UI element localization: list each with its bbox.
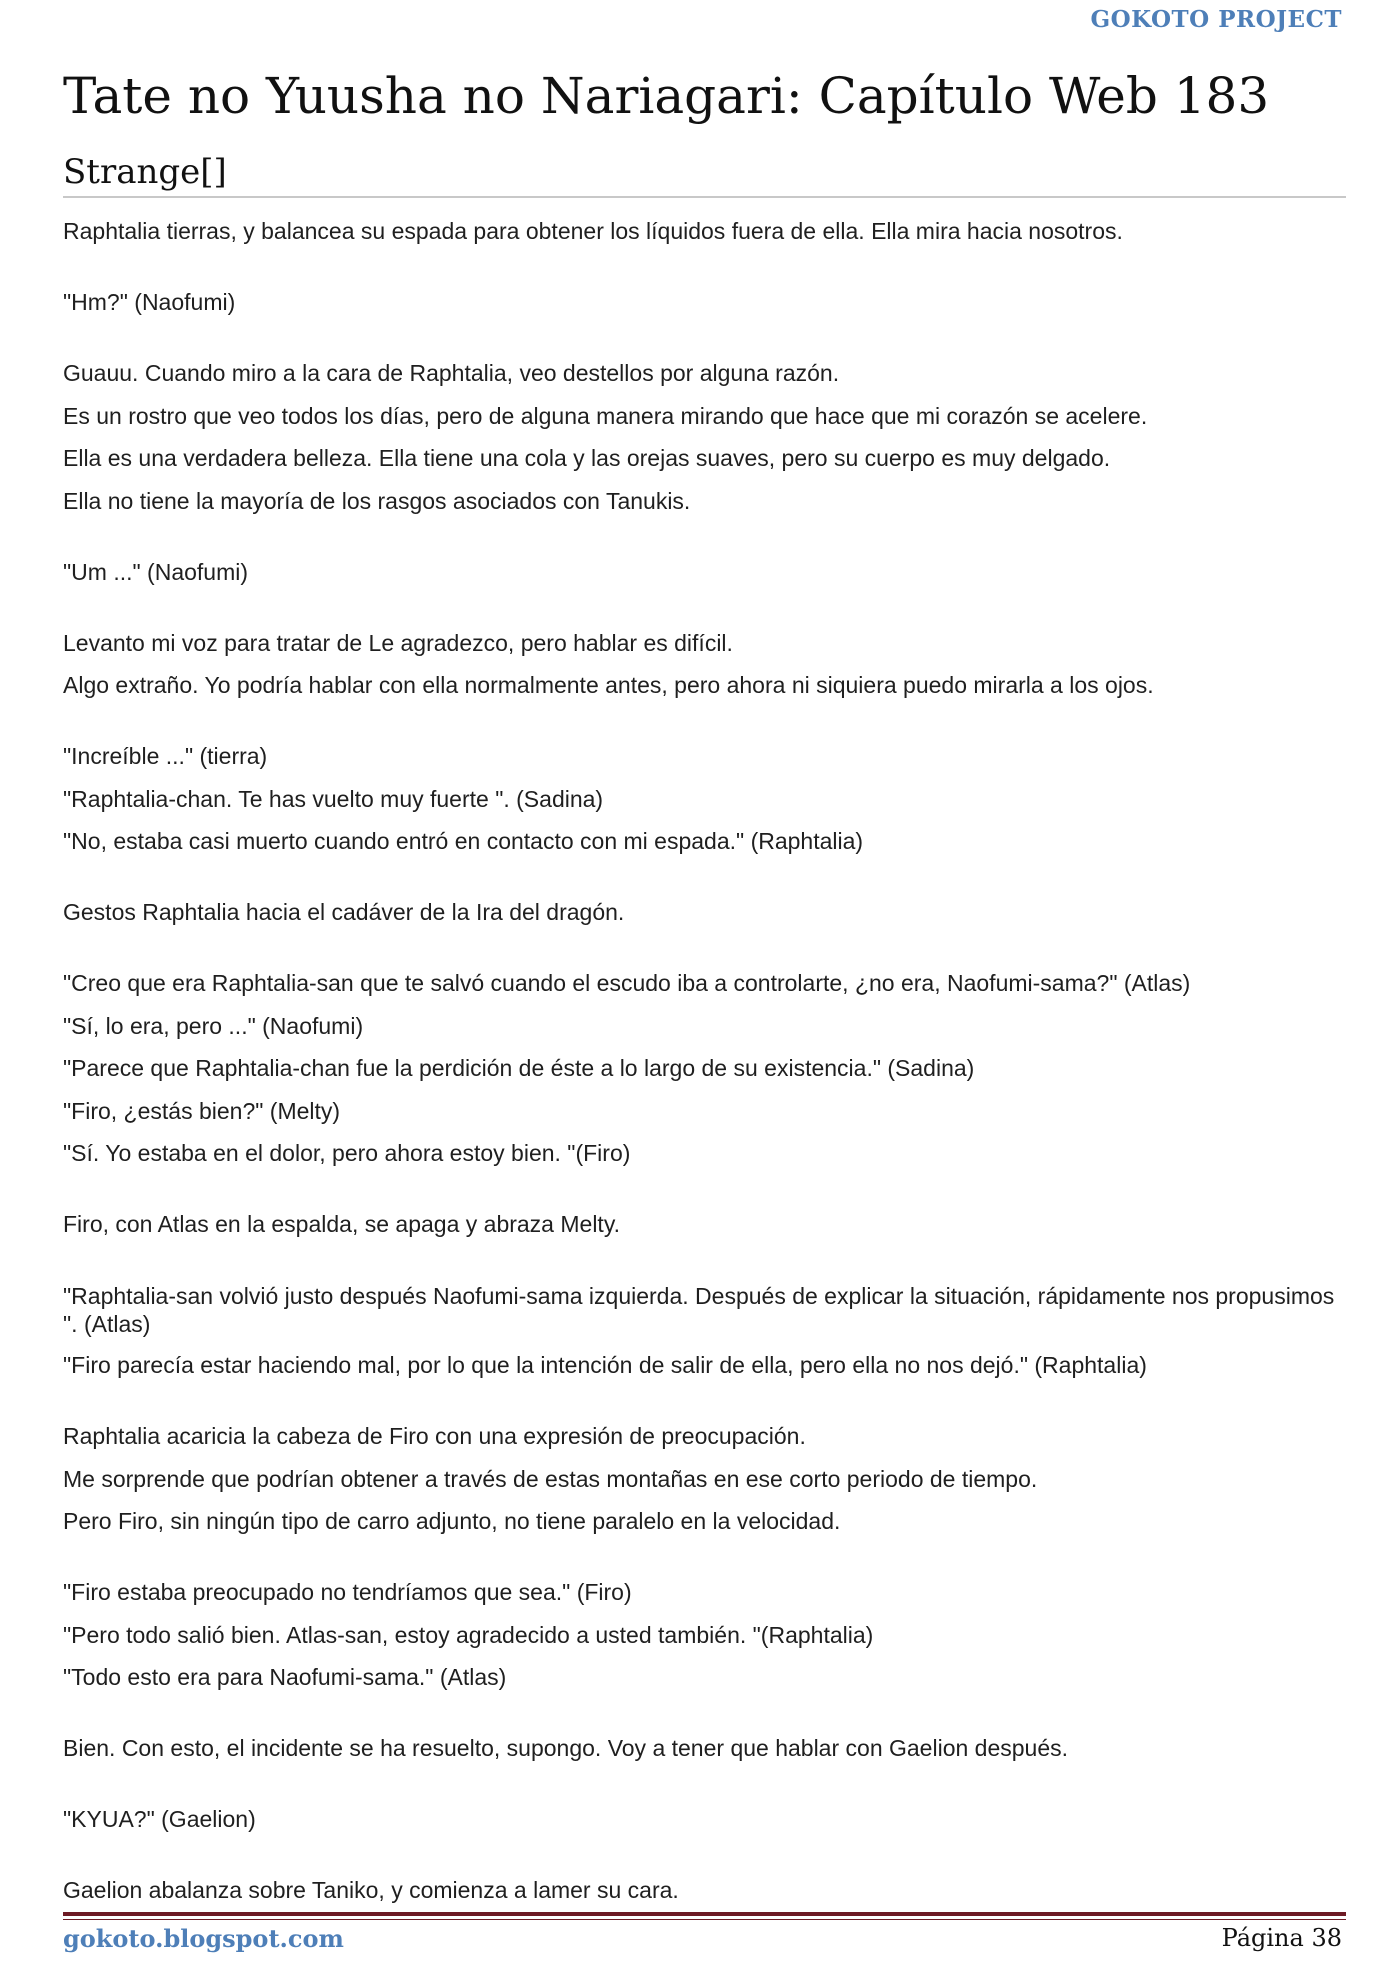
paragraph-line: Es un rostro que veo todos los días, pero de alguna manera mirando que hace que mi corazón se acelere. — [63, 402, 1148, 429]
paragraph-gap — [63, 593, 1346, 622]
dialogue-line: "Hm?" (Naofumi) — [63, 289, 236, 315]
paragraph-gap — [63, 522, 1346, 551]
paragraph-line: Bien. Con esto, el incidente se ha resuelto, supongo. Voy a tener que hablar con Gaelion después. — [63, 1735, 1069, 1761]
paragraph-line: Firo, con Atlas en la espalda, se apaga y abraza Melty. — [63, 1211, 620, 1237]
dialogue-line: "Raphtalia-san volvió justo después Naofumi-sama izquierda. Después de explicar la situación, rápidamente nos propusimos ". (Atlas) — [63, 1283, 1335, 1337]
dialogue-line: "Increíble ..." (tierra) — [63, 743, 268, 769]
paragraph-gap — [63, 707, 1346, 736]
paragraph-gap — [63, 1699, 1346, 1728]
dialogue-line: "Sí, lo era, pero ..." (Naofumi) — [63, 1012, 364, 1039]
paragraph-line: Gestos Raphtalia hacia el cadáver de la Ira del dragón. — [63, 899, 625, 925]
dialogue-line: "Raphtalia-chan. Te has vuelto muy fuerte ". (Sadina) — [63, 785, 604, 812]
dialogue-line: "Todo esto era para Naofumi-sama." (Atlas) — [63, 1664, 507, 1690]
paragraph-line: Algo extraño. Yo podría hablar con ella normalmente antes, pero ahora ni siquiera puedo mirarla a los ojos. — [63, 672, 1154, 698]
paragraph-line: Pero Firo, sin ningún tipo de carro adjunto, no tiene paralelo en la velocidad. — [63, 1508, 841, 1534]
paragraph-gap — [63, 253, 1346, 282]
page-number: Página 38 — [1221, 1924, 1342, 1952]
paragraph-line: Raphtalia tierras, y balancea su espada para obtener los líquidos fuera de ella. Ella mira hacia nosotros. — [63, 218, 1123, 244]
paragraph-line: Gaelion abalanza sobre Taniko, y comienza a lamer su cara. — [63, 1877, 679, 1903]
paragraph-gap — [63, 1770, 1346, 1799]
paragraph-line: Guauu. Cuando miro a la cara de Raphtalia, veo destellos por alguna razón. — [63, 360, 840, 386]
paragraph-line: Raphtalia acaricia la cabeza de Firo con una expresión de preocupación. — [63, 1423, 806, 1449]
paragraph-gap — [63, 1543, 1346, 1572]
section-heading: Strange[] — [63, 150, 1346, 198]
dialogue-line: "Firo estaba preocupado no tendríamos que sea." (Firo) — [63, 1579, 632, 1605]
footer-rule — [63, 1912, 1346, 1916]
dialogue-line: "KYUA?" (Gaelion) — [63, 1806, 256, 1832]
paragraph-gap — [63, 1841, 1346, 1870]
dialogue-line: "Creo que era Raphtalia-san que te salvó cuando el escudo iba a controlarte, ¿no era, Naofumi-sama?" (Atlas) — [63, 970, 1191, 996]
footer-site-link[interactable]: gokoto.blogspot.com — [63, 1924, 344, 1953]
chapter-title: Tate no Yuusha no Nariagari: Capítulo Web 183 — [63, 67, 1270, 125]
paragraph-line: Ella es una verdadera belleza. Ella tiene una cola y las orejas suaves, pero su cuerpo es muy delgado. — [63, 445, 1111, 471]
paragraph-gap — [63, 1387, 1346, 1416]
paragraph-gap — [63, 934, 1346, 963]
paragraph-line: Ella no tiene la mayoría de los rasgos asociados con Tanukis. — [63, 487, 691, 514]
dialogue-line: "Um ..." (Naofumi) — [63, 558, 249, 585]
paragraph-line: Levanto mi voz para tratar de Le agradezco, pero hablar es difícil. — [63, 629, 733, 656]
dialogue-line: "Firo, ¿estás bien?" (Melty) — [63, 1097, 341, 1124]
dialogue-line: "Pero todo salió bien. Atlas-san, estoy agradecido a usted también. "(Raphtalia) — [63, 1621, 874, 1648]
paragraph-gap — [63, 324, 1346, 353]
header-brand: GOKOTO PROJECT — [1090, 6, 1342, 33]
paragraph-line: Me sorprende que podrían obtener a través de estas montañas en ese corto periodo de tiempo. — [63, 1465, 1038, 1492]
paragraph-gap — [63, 863, 1346, 892]
dialogue-line: "Sí. Yo estaba en el dolor, pero ahora estoy bien. "(Firo) — [63, 1140, 631, 1166]
paragraph-gap — [63, 1246, 1346, 1275]
body-text — [63, 210, 1346, 1912]
dialogue-line: "Parece que Raphtalia-chan fue la perdición de éste a lo largo de su existencia." (Sadina) — [63, 1055, 975, 1081]
footer-rule-thin — [63, 1919, 1346, 1920]
paragraph-gap — [63, 1175, 1346, 1204]
dialogue-line: "No, estaba casi muerto cuando entró en contacto con mi espada." (Raphtalia) — [63, 828, 864, 854]
dialogue-line: "Firo parecía estar haciendo mal, por lo que la intención de salir de ella, pero ella no nos dejó." (Raphtalia) — [63, 1352, 1147, 1378]
